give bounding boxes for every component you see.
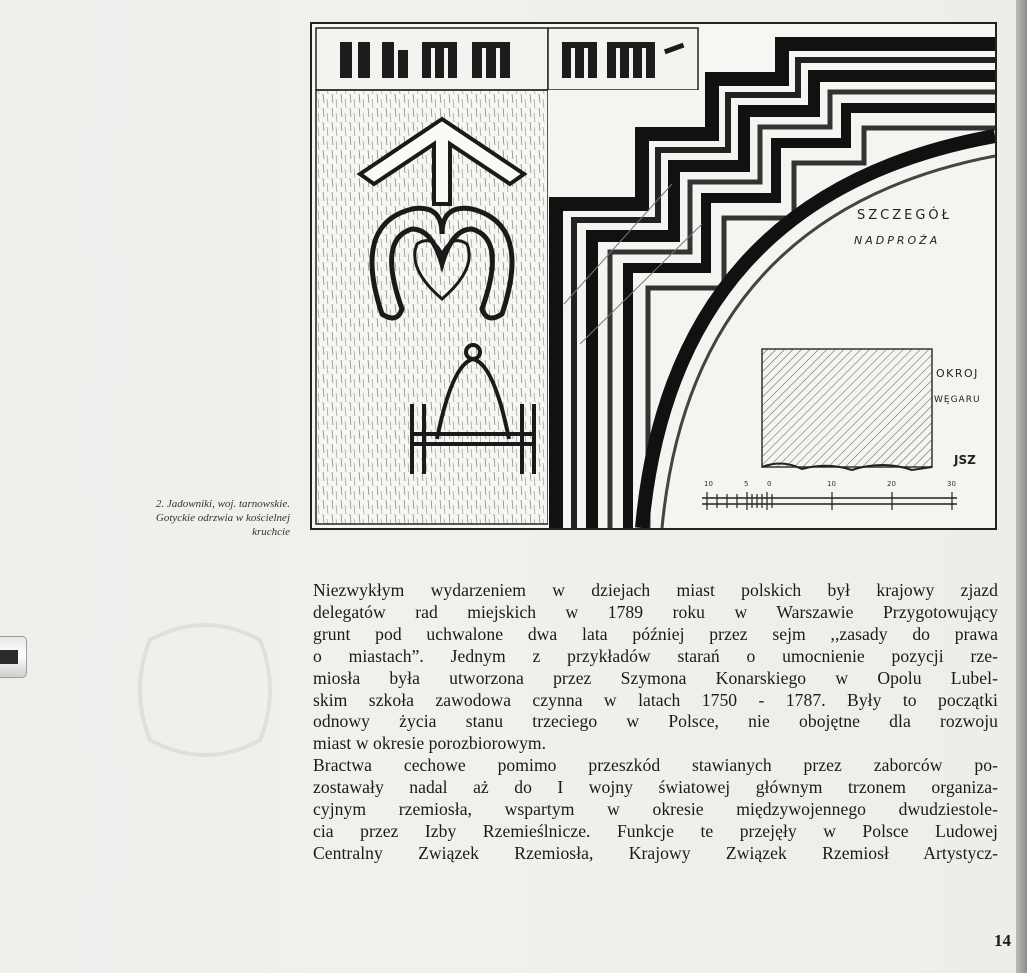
scale-tick-label: 0 xyxy=(767,480,772,488)
binder-clip xyxy=(0,636,27,678)
annotation-profile-subtitle: WĘGARU xyxy=(934,395,981,405)
annotation-detail-title: SZCZEGÓŁ xyxy=(857,208,952,223)
text-line: cyjnym rzemiosła, wspartym w okresie międzywojennego dwudziestole- xyxy=(313,799,998,820)
text-line: cia przez Izby Rzemieślnicze. Funkcje te przejęły w Polsce Ludowej xyxy=(313,820,998,841)
body-paragraphs xyxy=(313,580,998,865)
jamb-profile-section xyxy=(762,349,932,467)
scale-tick-label: 5 xyxy=(744,480,749,488)
text-line: Centralny Związek Rzemiosła, Krajowy Związek Rzemiosł Artystycz- xyxy=(313,842,998,863)
figure-caption xyxy=(90,497,290,539)
annotation-detail-subtitle: NADPROŻA xyxy=(854,234,941,247)
text-line: delegatów rad miejskich w 1789 roku w Warszawie Przygotowujący xyxy=(313,601,998,622)
text-line: zostawały nadal aż do I wojny światowej głównym trzonem organiza- xyxy=(313,777,998,798)
scale-tick-label: 10 xyxy=(704,480,713,488)
caption-line: Gotyckie odrzwia w kościelnej xyxy=(155,512,290,524)
page-edge-shadow xyxy=(1016,0,1027,973)
door-drawing xyxy=(312,24,995,528)
text-line: miast w okresie porozbiorowym. xyxy=(313,733,547,754)
text-line: odnowy życia stanu trzeciego w Polsce, nie obojętne dla rozwoju xyxy=(313,711,998,732)
text-line: Niezwykłym wydarzeniem w dziejach miast polskich był krajowy zjazd xyxy=(313,580,998,600)
caption-line: kruchcie xyxy=(252,526,290,538)
page-number: 14 xyxy=(994,931,1011,950)
text-line: o miastach”. Jednym z przykładów starań o umocnienie pozycji rze- xyxy=(313,645,998,666)
artist-initials: JSZ xyxy=(954,453,976,467)
text-line: grunt pod uchwalone dwa lata później przez sejm ,,zasady do prawa xyxy=(313,623,998,644)
caption-line: 2. Jadowniki, woj. tarnowskie. xyxy=(155,498,290,510)
text-line: Bractwa cechowe pomimo przeszkód stawianych przez zaborców po- xyxy=(313,755,998,776)
annotation-profile-title: OKROJ xyxy=(936,367,979,380)
show-through-ornament xyxy=(130,620,280,760)
scale-tick-label: 10 xyxy=(827,480,836,488)
text-line: miosła była utworzona przez Szymona Konarskiego w Opolu Lubel- xyxy=(313,667,998,688)
scale-tick-label: 20 xyxy=(887,480,896,488)
scale-tick-label: 30 xyxy=(947,480,956,488)
door-drawing-figure xyxy=(310,22,997,530)
text-line: skim szkoła zawodowa czynna w latach 1750 - 1787. Były to początki xyxy=(313,689,998,710)
